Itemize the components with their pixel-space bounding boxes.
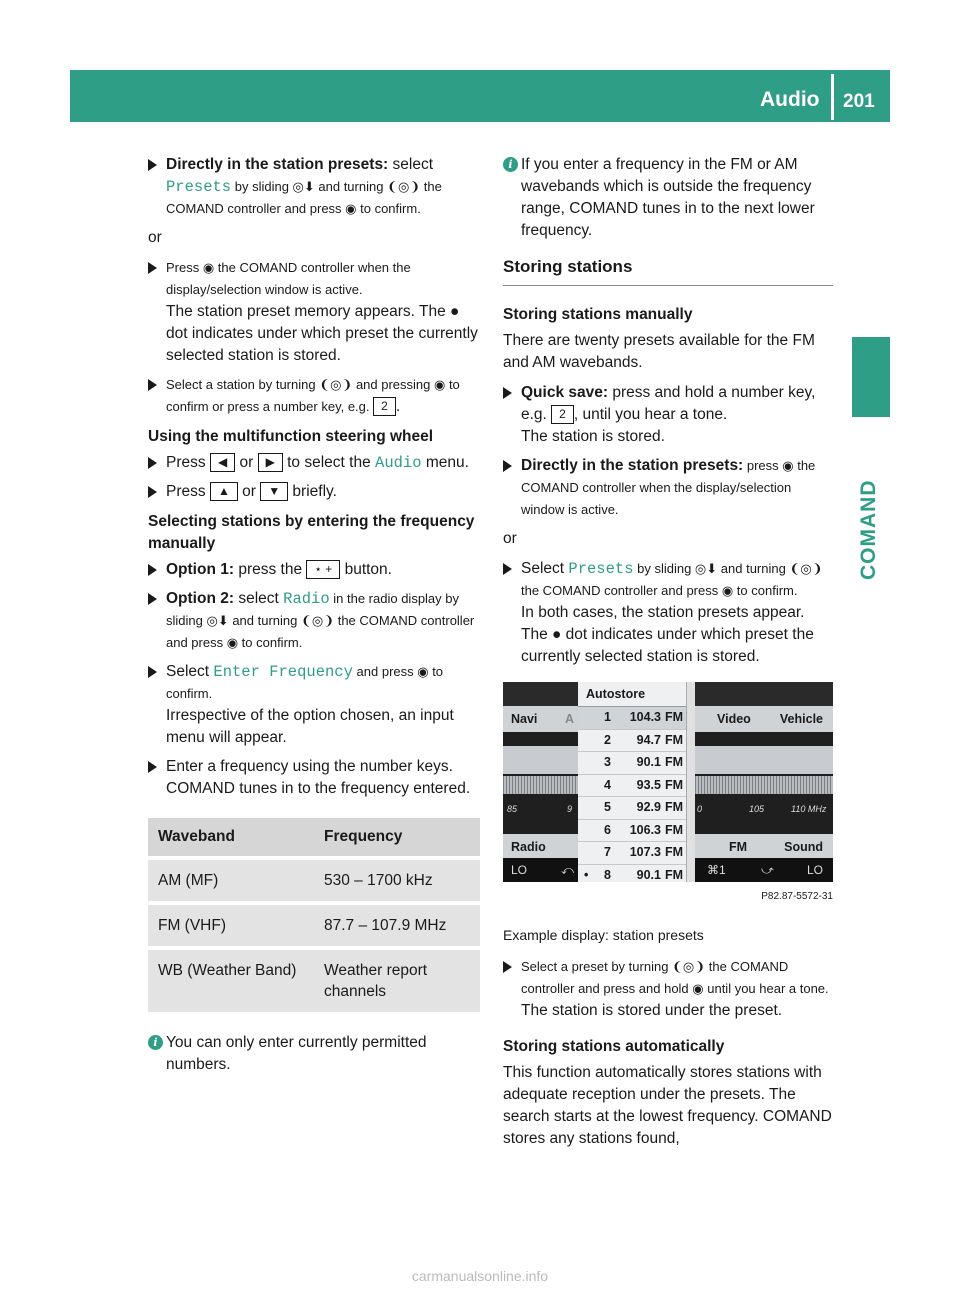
menu-item-enter-frequency: Enter Frequency (213, 663, 353, 681)
step-text: Press (166, 483, 210, 500)
step-text: press ◉ the COMAND controller when the display/selection window is active. (521, 458, 816, 517)
table-row (148, 905, 480, 946)
step-text: or (237, 483, 261, 500)
preset-rows (578, 707, 695, 882)
table-cell: 530 – 1700 kHz (314, 860, 480, 901)
note-out-of-range (503, 154, 833, 242)
side-tab (852, 337, 890, 417)
step-lead: Directly in the station presets: (521, 457, 744, 474)
right-column (503, 154, 833, 1158)
step-text: . (395, 398, 401, 415)
number-key-icon: 2 (373, 397, 396, 416)
step-arrow-icon (148, 593, 157, 605)
step-result: The station is stored under the preset. (521, 1002, 783, 1019)
menu-item-radio: Radio (283, 590, 330, 608)
preset-band: FM (664, 755, 683, 769)
note-text: You can only enter currently permitted numbers. (166, 1034, 427, 1073)
step-text: to select the (282, 454, 376, 471)
step-text: Select a station by turning ❨◎❩ and pressing ◉ to confirm or press a number key, e.g. (166, 377, 460, 414)
step-arrow-icon (503, 387, 512, 399)
step-text: Select a preset by turning ❨◎❩ the COMAND controller and press and hold ◉ until you hear a tone. (521, 959, 829, 996)
display-radio-label: Radio (503, 834, 578, 860)
info-icon: i (148, 1035, 163, 1050)
section-title: Audio (760, 88, 820, 111)
heading-steering-wheel: Using the multifunction steering wheel (148, 428, 434, 445)
step-result: COMAND tunes in to the frequency entered. (166, 780, 471, 797)
watermark: carmanualsonline.info (411, 1268, 549, 1284)
menu-item-audio: Audio (375, 454, 422, 472)
preset-frequency: 107.3 (629, 845, 661, 859)
step-text: menu. (421, 454, 469, 471)
display-fm-label: FM (729, 840, 748, 854)
step-option-2 (148, 588, 480, 654)
step-text: press the (234, 561, 307, 578)
table-cell: Weather report channels (314, 950, 480, 1012)
step-text: Press (166, 454, 210, 471)
display-lo-label: LO (511, 863, 528, 877)
or-text: or (503, 530, 517, 547)
step-option-1 (148, 559, 480, 581)
preset-row (578, 730, 695, 753)
step-text: or (235, 454, 258, 471)
preset-row (578, 707, 695, 730)
preset-band: FM (664, 732, 683, 747)
preset-band: FM (664, 800, 683, 814)
preset-number: 5 (604, 800, 611, 814)
preset-band: FM (664, 845, 683, 859)
preset-row (578, 865, 695, 883)
step-lead: Option 2: (166, 590, 235, 607)
preset-frequency: 92.9 (636, 800, 661, 814)
step-arrow-icon (148, 457, 157, 469)
menu-item-presets: Presets (568, 560, 634, 578)
left-column (148, 154, 480, 1076)
step-select-audio (148, 452, 480, 474)
table-cell: WB (Weather Band) (148, 950, 314, 1012)
step-direct-presets (503, 455, 833, 521)
preset-number: 4 (604, 777, 611, 792)
step-arrow-icon (148, 159, 157, 171)
display-tick-label: 105 (749, 804, 765, 814)
right-key-icon: ▶ (258, 453, 283, 472)
step-arrow-icon (148, 486, 157, 498)
preset-row (578, 842, 695, 865)
table-row (148, 860, 480, 901)
figure-id: P82.87-5572-31 (761, 891, 833, 902)
step-text: Press ◉ the COMAND controller when the display/selection window is active. (166, 260, 411, 297)
preset-row (578, 797, 695, 820)
step-arrow-icon (148, 262, 157, 274)
display-navi-truncated: A (564, 712, 574, 726)
step-result: The station preset memory appears. The ● dot indicates under which preset the currently selected station is stored. (166, 303, 478, 364)
side-tab-label: COMAND (857, 479, 880, 580)
step-arrow-icon (503, 961, 512, 973)
step-lead: Directly in the station presets: (166, 156, 389, 173)
preset-number: 1 (604, 710, 611, 724)
step-text: briefly. (288, 483, 337, 500)
heading-storing-stations: Storing stations (503, 256, 833, 286)
step-text: and press ◉ to confirm. (166, 664, 444, 701)
display-mark-icon: ⤺ (561, 863, 574, 877)
display-vehicle-label: Vehicle (779, 712, 823, 726)
step-result: Irrespective of the option chosen, an input menu will appear. (166, 707, 454, 746)
frequency-table (148, 814, 480, 1016)
preset-dot: • (584, 867, 589, 882)
heading-storing-automatically: Storing stations automatically (503, 1038, 725, 1055)
page-number: 201 (843, 91, 875, 112)
heading-storing-manually: Storing stations manually (503, 306, 693, 323)
step-lead: Option 1: (166, 561, 235, 578)
step-arrow-icon (148, 564, 157, 576)
step-text: select (234, 590, 284, 607)
step-text: Enter a frequency using the number keys. (166, 758, 453, 775)
table-cell: AM (MF) (148, 860, 314, 901)
display-video-label: Video (717, 712, 751, 726)
step-text: select (388, 156, 434, 173)
preset-number: 8 (604, 867, 611, 882)
preset-row (578, 752, 695, 775)
menu-item-presets: Presets (166, 178, 232, 196)
step-text: button. (340, 561, 392, 578)
step-press-controller (148, 257, 480, 367)
preset-frequency: 106.3 (629, 822, 661, 837)
display-right-panel (695, 682, 833, 882)
paragraph-auto-store: This function automatically stores stations with adequate reception under the presets. The search starts at the lowest frequency. COMAND stores any stations found, (503, 1064, 832, 1147)
up-key-icon: ▲ (210, 482, 238, 501)
heading-manual-frequency: Selecting stations by entering the frequency manually (148, 513, 475, 552)
station-presets-display (503, 682, 833, 882)
step-text: in the radio display by sliding ◎⬇ and turning ❨◎❩ the COMAND controller and press ◉ to confirm. (166, 591, 475, 650)
preset-row (578, 820, 695, 843)
step-text: by sliding ◎⬇ and turning ❨◎❩ the COMAND controller and press ◉ to confirm. (521, 561, 823, 598)
step-result: In both cases, the station presets appear. The ● dot indicates under which preset the currently selected station is stored. (521, 604, 814, 665)
figure-caption: Example display: station presets (503, 927, 704, 943)
step-arrow-icon (148, 379, 157, 391)
note-text: If you enter a frequency in the FM or AM wavebands which is outside the frequency range, COMAND tunes in to the next lower frequency. (521, 156, 815, 239)
preset-frequency: 93.5 (636, 777, 661, 792)
column-header-frequency: Frequency (314, 818, 480, 856)
step-press-up-down (148, 481, 480, 503)
paragraph-presets-available: There are twenty presets available for the FM and AM wavebands. (503, 332, 815, 371)
header-divider (831, 74, 834, 120)
step-quick-save (503, 382, 833, 448)
step-select-presets (503, 558, 833, 668)
preset-number: 7 (604, 845, 611, 859)
preset-band: FM (664, 777, 683, 792)
display-top-right-band (695, 706, 833, 732)
down-key-icon: ▼ (260, 482, 288, 501)
display-navi-label: Navi (511, 712, 538, 726)
preset-frequency: 104.3 (629, 710, 661, 724)
display-sound-label: Sound (784, 840, 823, 854)
display-navi-band (503, 706, 578, 732)
info-icon: i (503, 157, 518, 172)
step-result: The station is stored. (521, 428, 665, 445)
display-mark-icon: ⤻ (761, 863, 774, 877)
preset-row (578, 775, 695, 798)
preset-frequency: 90.1 (636, 867, 661, 882)
preset-band: FM (664, 867, 683, 882)
column-header-waveband: Waveband (148, 818, 314, 856)
preset-list-scrollbar (686, 682, 695, 882)
display-bottom-left (503, 858, 578, 882)
left-key-icon: ◀ (210, 453, 235, 472)
preset-list-title: Autostore (578, 682, 695, 707)
step-text: Select (521, 560, 569, 577)
display-bottom-right-band (695, 834, 833, 860)
number-key-icon: 2 (551, 405, 574, 424)
step-direct-presets (148, 154, 480, 220)
step-arrow-icon (503, 460, 512, 472)
display-tick-label: 110 MHz (791, 804, 827, 814)
table-cell: FM (VHF) (148, 905, 314, 946)
preset-band: FM (664, 710, 683, 724)
step-arrow-icon (503, 563, 512, 575)
preset-list (578, 682, 695, 882)
display-tick-label: 9 (567, 804, 573, 814)
step-enter-number (148, 756, 480, 800)
step-select-preset (503, 956, 833, 1022)
preset-number: 3 (604, 755, 611, 769)
preset-band: FM (664, 822, 683, 837)
star-plus-key-icon: ⋆ + (306, 560, 340, 579)
step-text: , until you hear a tone. (573, 406, 728, 423)
preset-number: 2 (604, 732, 611, 747)
step-arrow-icon (148, 666, 157, 678)
table-cell: 87.7 – 107.9 MHz (314, 905, 480, 946)
table-header-row (148, 818, 480, 856)
display-lo-label: LO (806, 863, 823, 877)
preset-frequency: 90.1 (636, 755, 661, 769)
step-select-station (148, 374, 480, 418)
step-enter-frequency (148, 661, 480, 749)
preset-frequency: 94.7 (636, 732, 661, 747)
or-text: or (148, 229, 162, 246)
preset-number: 6 (604, 822, 611, 837)
display-mark-icon: ⌘1 (707, 863, 726, 877)
step-text: press and hold a number key, e.g. (521, 384, 816, 423)
display-tick-label: 85 (507, 804, 518, 814)
step-arrow-icon (148, 761, 157, 773)
step-text: Select (166, 663, 214, 680)
display-bottom-right (695, 858, 833, 882)
table-row (148, 950, 480, 1012)
display-tick-label: 0 (697, 804, 703, 814)
step-text: by sliding ◎⬇ and turning ❨◎❩ the COMAND controller and press ◉ to confirm. (166, 179, 442, 216)
step-lead: Quick save: (521, 384, 609, 401)
note-permitted-numbers (148, 1032, 480, 1076)
display-left-panel (503, 682, 578, 882)
